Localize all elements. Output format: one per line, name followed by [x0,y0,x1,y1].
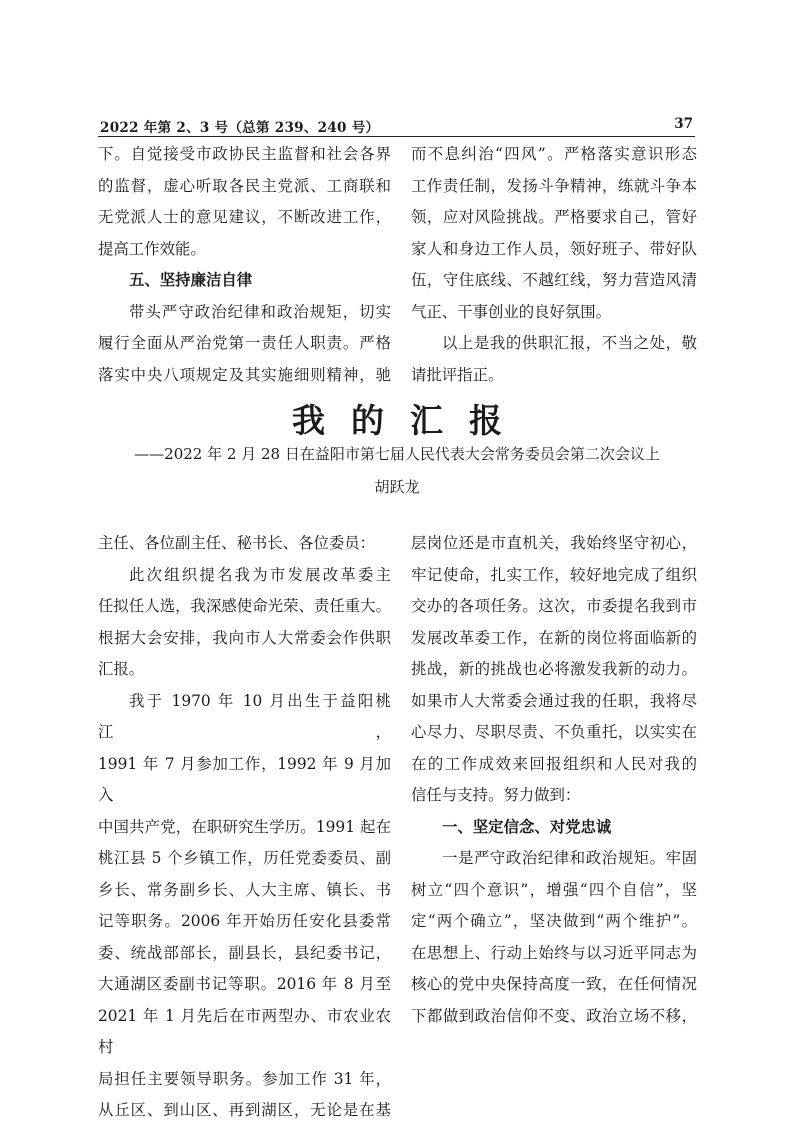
issue-label: 2022 年第 2、3 号（总第 239、240 号） [100,120,380,136]
text-line: 委、统战部部长，副县长，县纪委书记， [98,943,391,962]
salutation: 主任、各位副主任、秘书长、各位委员： [98,534,376,552]
text-line: 气正、干事创业的良好氛围。 [411,302,612,321]
text-line: 从丘区、到山区、再到湖区，无论是在基 [98,1101,391,1119]
text-line: 如果市人大常委会通过我的任职，我将尽 [411,691,697,710]
text-line: 落实中央八项规定及其实施细则精神，驰 [98,365,391,384]
text-line: 下。自觉接受市政协民主监督和社会各界 [98,145,391,163]
text-line: 定“两个确立”，坚决做到“两个维护”。 [411,912,697,930]
top-right-column [411,139,697,391]
text-line: 1991 年 7 月参加工作，1992 年 9 月加入 [98,754,391,804]
top-left-column [98,139,391,391]
text-line: 牢记使命，扎实工作，较好地完成了组织 [411,565,697,584]
text-line: 在思想上、行动上始终与以习近平同志为 [411,943,697,962]
text-line: 发展改革委工作，在新的岗位将面临新的 [411,628,697,647]
text-line: 下都做到政治信仰不变、政治立场不移， [411,1006,697,1025]
article-author: 胡跃龙 [374,478,420,496]
text-line: 信任与支持。努力做到： [411,786,581,804]
text-line: 记等职务。2006 年开始历任安化县委常 [98,912,391,930]
bottom-left-column [98,528,391,1127]
text-line: 请批评指正。 [411,365,504,384]
text-line: 领，应对风险挑战。严格要求自己，管好 [411,208,697,226]
section-heading: 一、坚定信念、对党忠诚 [442,817,612,836]
text-line: 一是严守政治纪律和政治规矩。牢固 [442,849,697,867]
running-header [98,114,695,137]
text-line: 任拟任人选，我深感使命光荣、责任重大。 [98,597,391,615]
text-line: 桃江县 5 个乡镇工作，历任党委委员、副 [98,849,391,867]
page-number: 37 [674,116,693,132]
text-line: 乡长、常务副乡长、人大主席、镇长、书 [98,880,391,899]
text-line: 交办的各项任务。这次，市委提名我到市 [411,597,697,615]
text-line: 履行全面从严治党第一责任人职责。严格 [98,334,391,352]
text-line: 心尽力、尽职尽责、不负重托，以实实在 [411,723,697,741]
text-line: 以上是我的供职汇报，不当之处，敬 [442,334,697,352]
text-line: 工作责任制，发扬斗争精神，练就斗争本 [411,176,697,195]
text-line: 大通湖区委副书记等职。2016 年 8 月至 [98,975,391,993]
bottom-right-column [411,528,697,1032]
text-line: 汇报。 [98,660,145,678]
text-line: 挑战，新的挑战也必将激发我新的动力。 [411,660,697,678]
text-line: 无党派人士的意见建议，不断改进工作， [98,208,391,226]
text-line: 在的工作成效来回报组织和人民对我的 [411,754,697,773]
text-line: 伍，守住底线、不越红线，努力营造风清 [411,271,697,289]
text-line: 家人和身边工作人员，领好班子、带好队 [411,239,697,258]
text-line: 带头严守政治纪律和政治规矩，切实 [129,302,391,321]
text-line: 此次组织提名我为市发展改革委主 [129,565,391,584]
section-heading: 五、坚持廉洁自律 [129,271,253,289]
text-line: 我于 1970 年 10 月出生于益阳桃江， [98,691,391,741]
text-line: 的监督，虚心听取各民主党派、工商联和 [98,176,391,195]
text-line: 而不息纠治“四风”。严格落实意识形态 [411,145,697,163]
text-line: 根据大会安排，我向市人大常委会作供职 [98,628,391,647]
article-title: 我的汇报 [292,401,528,440]
text-line: 提高工作效能。 [98,239,206,258]
text-line: 核心的党中央保持高度一致，在任何情况 [411,975,697,993]
text-line: 层岗位还是市直机关，我始终坚守初心， [411,534,697,552]
article-subtitle: ——2022 年 2 月 28 日在益阳市第七届人民代表大会常务委员会第二次会议上 [134,445,660,463]
text-line: 中国共产党，在职研究生学历。1991 起在 [98,817,391,836]
text-line: 树立“四个意识”，增强“四个自信”，坚 [411,880,697,899]
text-line: 2021 年 1 月先后在市两型办、市农业农村 [98,1006,391,1056]
text-line: 局担任主要领导职务。参加工作 31 年， [98,1069,391,1088]
